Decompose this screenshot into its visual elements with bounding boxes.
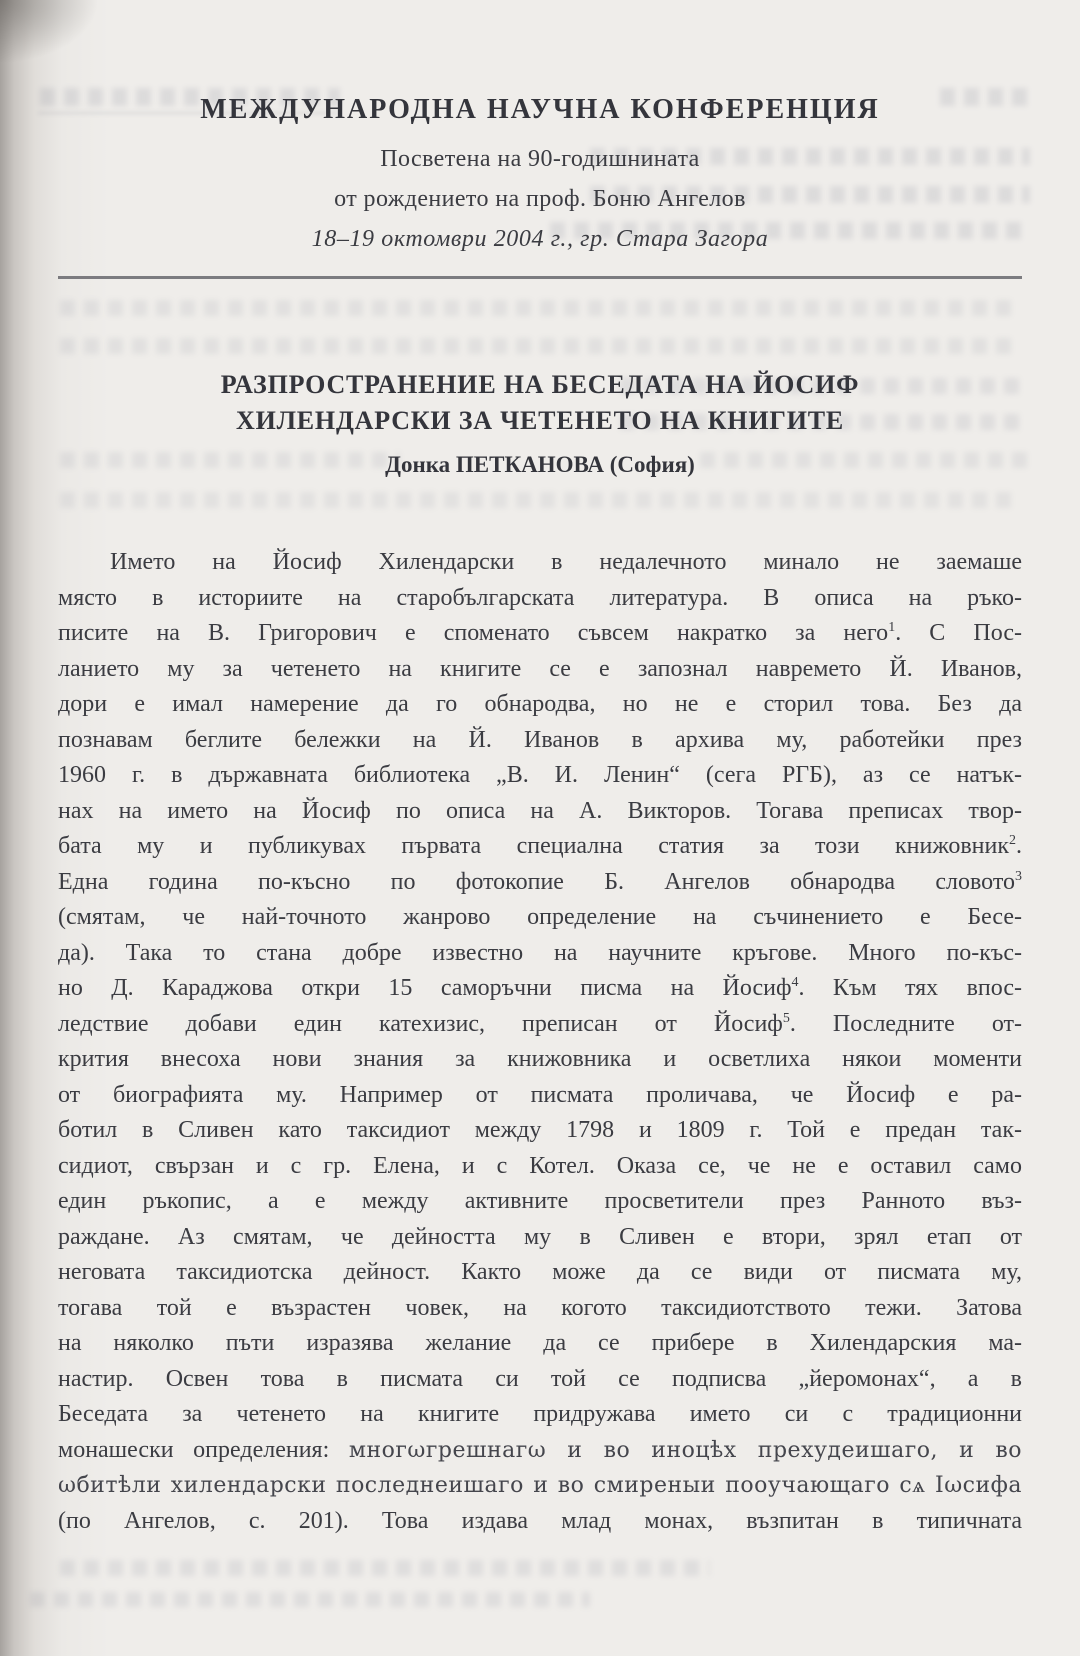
conference-title: МЕЖДУНАРОДНА НАУЧНА КОНФЕРЕНЦИЯ [200, 94, 880, 125]
body-text: място в историите на старобългарската литература. В описа на ръко- [58, 584, 1022, 611]
body-text-line [58, 900, 1022, 936]
body-text-line [58, 581, 1022, 617]
body-text-line [58, 1220, 1022, 1256]
bleed-through-text [30, 1592, 590, 1607]
body-text: на няколко пъти изразява желание да се прибере в Хилендарския ма- [58, 1330, 1022, 1356]
body-text: един ръкопис, а е между активните просветители през Ранното въз- [58, 1188, 1022, 1214]
article-title-line1: РАЗПРОСТРАНЕНИЕ НА БЕСЕДАТА НА ЙОСИФ [220, 370, 860, 399]
body-text-line [58, 1504, 1022, 1540]
body-text-line [58, 794, 1022, 830]
footnote-marker: 3 [1015, 868, 1022, 884]
body-text-line [58, 1326, 1022, 1362]
conference-dedication-line2: от рождението на проф. Боню Ангелов [334, 186, 746, 212]
article-body [58, 545, 1022, 1539]
body-text: ледствие добави един катехизис, преписан от Йосиф [58, 1010, 783, 1037]
body-text: ланието му за четенето на книгите се е запознал навремето Й. Иванов, [58, 655, 1022, 682]
body-text-line [58, 829, 1022, 865]
bleed-through-text [60, 338, 1020, 354]
body-text-line [58, 1007, 1022, 1043]
body-text: (по Ангелов, с. 201). Това издава млад монах, възпитан в типичната [58, 1507, 1022, 1534]
body-text: Беседата за четенето на книгите придружава името си с традиционни [58, 1401, 1022, 1427]
body-text: бата му и публикувах първата специална статия за този книжовник [58, 833, 1009, 859]
body-text: да). Така то стана добре известно на научните кръгове. Много по-къс- [58, 939, 1022, 966]
bleed-through-text [60, 300, 1020, 316]
body-text: монашески определения: [58, 1436, 349, 1463]
body-text: (смятам, че най-точното жанрово определение на съчинението е Бесе- [58, 904, 1022, 930]
body-text-line [58, 1149, 1022, 1185]
body-text: Името на Йосиф Хилендарски в недалечното минало не заемаше [110, 549, 1022, 575]
body-text: . Към тях впос- [798, 975, 1022, 1001]
body-text: познавам беглите бележки на Й. Иванов в архива му, работейки през [58, 726, 1022, 753]
body-text-line [58, 652, 1022, 688]
footnote-marker: 1 [888, 620, 896, 635]
body-text-line [58, 758, 1022, 794]
body-text: настир. Освен това в писмата си той се подписва „йеромонах“, а в [58, 1365, 1022, 1392]
footnote-marker: 5 [782, 1010, 790, 1026]
body-text: тогава той е възрастен човек, на когото таксидиотството тежи. Затова [58, 1294, 1022, 1321]
horizontal-divider [58, 276, 1022, 279]
body-text-line [58, 1255, 1022, 1291]
body-text: . Последните от- [789, 1010, 1022, 1037]
body-text: дори е имал намерение да го обнародва, но не е сторил това. Без да [58, 691, 1022, 717]
body-text-line [58, 1184, 1022, 1220]
bleed-through-text [60, 492, 1020, 508]
body-text: неговата таксидиотска дейност. Както може да се види от писмата му, [58, 1259, 1022, 1285]
body-text: писите на В. Григорович е споменато съвсем накратко за него [58, 620, 889, 646]
bleed-through-text [60, 1560, 710, 1576]
body-text: ботил в Сливен като таксидиот между 1798 и 1809 г. Той е предан так- [58, 1117, 1022, 1143]
body-text-line [58, 723, 1022, 759]
body-text-line [58, 687, 1022, 723]
church-slavonic-text: ωбитѣли хилендарски последнеишаго и во смиреныи пооучающаго сѧ Іωсифа [58, 1473, 1022, 1498]
body-text-line [58, 1078, 1022, 1114]
footnote-marker: 2 [1009, 833, 1016, 848]
body-text-line [58, 1433, 1022, 1469]
conference-date-place: 18–19 октомври 2004 г., гр. Стара Загора [311, 226, 769, 252]
body-text-line [58, 1397, 1022, 1433]
conference-dedication-line1: Посветена на 90-годишнината [380, 146, 700, 172]
body-text-line [58, 1362, 1022, 1398]
body-text: крития внесоха нови знания за книжовника и осветлиха някои моменти [58, 1046, 1022, 1072]
body-text: Една година по-късно по фотокопие Б. Ангелов обнародва словото [58, 868, 1015, 895]
body-text-line [58, 865, 1022, 901]
body-text-line [58, 1291, 1022, 1327]
body-text-line [58, 1113, 1022, 1149]
body-text-line [58, 616, 1022, 652]
body-text: раждане. Аз смятам, че дейността му в Сливен е втори, зрял етап от [58, 1223, 1022, 1250]
body-text: 1960 г. в държавната библиотека „В. И. Ленин“ (сега РГБ), аз се натък- [58, 762, 1022, 788]
body-text-line [58, 1042, 1022, 1078]
footnote-marker: 4 [791, 975, 799, 990]
body-text: нах на името на Йосиф по описа на А. Викторов. Тогава преписах твор- [58, 797, 1022, 824]
body-text: . С Пос- [895, 620, 1022, 646]
body-text-line [58, 545, 1022, 581]
church-slavonic-text: многωгрешнагω и во иноцѣх прехудеишаго, и во [348, 1437, 1022, 1463]
body-text: но Д. Караджова откри 15 саморъчни писма на Йосиф [58, 975, 792, 1001]
body-text-line [58, 971, 1022, 1007]
body-text-line [58, 936, 1022, 972]
body-text: . [1016, 833, 1022, 859]
body-text-line [58, 1468, 1022, 1504]
article-title-line2: ХИЛЕНДАРСКИ ЗА ЧЕТЕНЕТО НА КНИГИТЕ [236, 406, 844, 435]
body-text: от биографията му. Например от писмата проличава, че Йосиф е ра- [58, 1081, 1022, 1108]
article-author: Донка ПЕТКАНОВА (София) [385, 452, 695, 477]
body-text: сидиот, свързан и с гр. Елена, и с Котел. Оказа се, че не е оставил само [58, 1152, 1022, 1179]
